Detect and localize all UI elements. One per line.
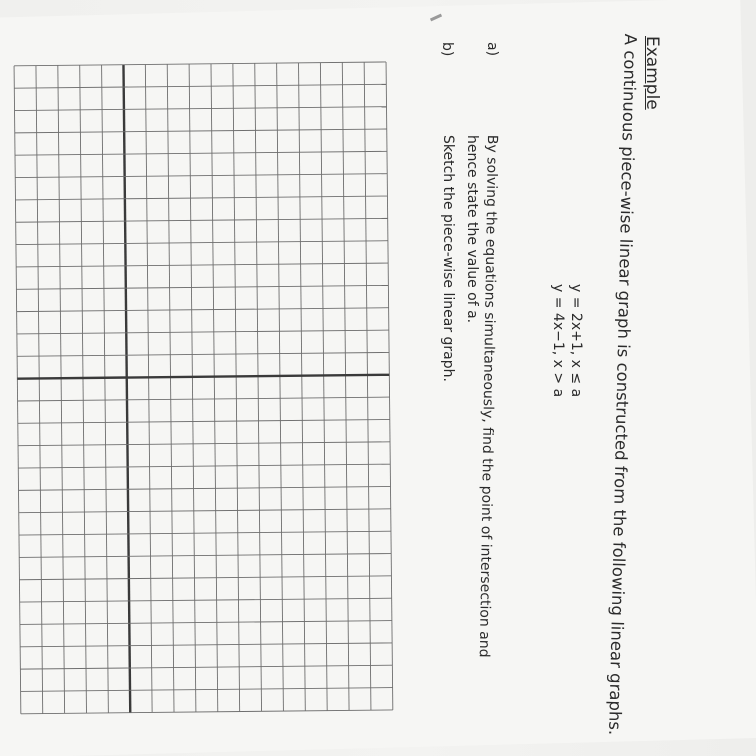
grid-line-horizontal (19, 486, 391, 490)
part-a-text-line1: By solving the equations simultaneously, find the point of intersection and (475, 134, 500, 658)
part-a-label: a) (484, 42, 500, 57)
grid-line-horizontal (19, 509, 391, 513)
grid-line-horizontal (18, 442, 390, 446)
graph-grid (0, 56, 395, 718)
grid-line-horizontal (15, 151, 387, 155)
grid-line-horizontal (19, 554, 391, 558)
grid-line-horizontal (15, 174, 387, 178)
grid-line-vertical (189, 64, 196, 712)
worksheet-title: Example (642, 36, 662, 110)
grid-line-horizontal (16, 241, 388, 245)
grid-line-horizontal (17, 308, 389, 312)
grid-line-horizontal (21, 688, 393, 692)
grid-line-vertical (342, 62, 349, 710)
grid-line-horizontal (17, 330, 389, 334)
equation-2: y = 4x−1, x > a (550, 284, 566, 398)
graph-grid-svg (0, 56, 395, 718)
grid-line-horizontal (15, 107, 387, 111)
grid-line-vertical (36, 66, 43, 714)
grid-line-vertical (233, 64, 240, 712)
graph-axis-vertical (123, 65, 130, 713)
grid-line-horizontal (19, 531, 391, 535)
grid-line-vertical (102, 65, 109, 713)
grid-line-vertical (299, 63, 306, 711)
grid-line-horizontal (16, 263, 388, 267)
part-a-text-line2: hence state the value of a. (464, 135, 480, 324)
grid-line-horizontal (19, 576, 391, 580)
grid-line-vertical (167, 64, 174, 712)
grid-line-horizontal (14, 62, 386, 66)
grid-line-horizontal (18, 419, 390, 423)
grid-line-vertical (277, 63, 284, 711)
grid-line-horizontal (15, 196, 387, 200)
graph-axis-horizontal (17, 375, 389, 379)
worksheet-intro: A continuous piece-wise linear graph is constructed from the following linear graphs. (605, 33, 640, 736)
grid-line-vertical (255, 63, 262, 711)
grid-line-horizontal (20, 643, 392, 647)
grid-line-horizontal (18, 397, 390, 401)
grid-line-horizontal (17, 352, 389, 356)
grid-line-vertical (80, 65, 87, 713)
grid-line-vertical (58, 65, 65, 713)
part-b-label: b) (439, 42, 455, 57)
grid-line-horizontal (20, 665, 392, 669)
grid-line-horizontal (21, 710, 393, 714)
grid-line-vertical (211, 64, 218, 712)
grid-line-vertical (364, 62, 371, 710)
grid-line-horizontal (14, 84, 386, 88)
grid-line-vertical (145, 64, 152, 712)
grid-line-vertical (320, 63, 327, 711)
grid-line-vertical (14, 66, 21, 714)
grid-line-horizontal (20, 598, 392, 602)
grid-line-horizontal (16, 285, 388, 289)
grid-line-horizontal (20, 621, 392, 625)
grid-line-horizontal (15, 129, 387, 133)
part-b-text: Sketch the piece-wise linear graph. (440, 135, 456, 382)
grid-line-horizontal (18, 464, 390, 468)
grid-line-horizontal (16, 218, 388, 222)
equation-1: y = 2x+1, x ≤ a (568, 284, 584, 398)
